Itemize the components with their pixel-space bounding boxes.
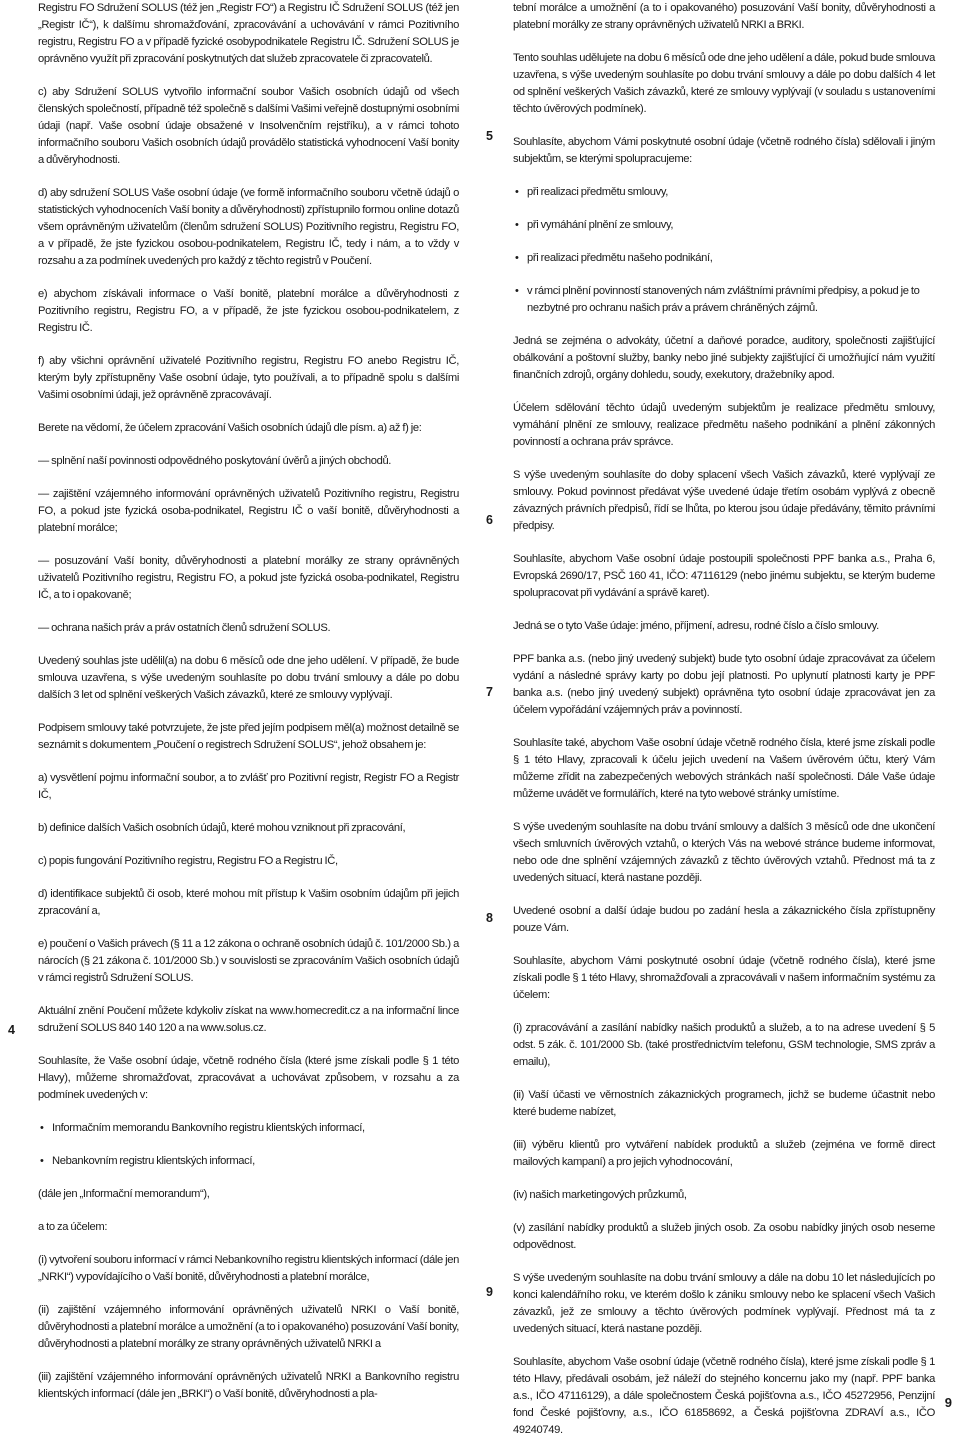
section-5-intro: Souhlasíte, abychom Vámi poskytnuté osobní údaje (včetně rodného čísla) sdělovali i jiným subjektům, se kterými spolupracujeme: [513,136,935,165]
list-item: (i) zpracovávání a zasílání nabídky našich produktů a služeb, a to na adrese uvedení § 5 odst. 5 zák. č. 101/2000 Sb. (také prostřednictvím telefonu, GSM technologie, SMS zpráv a emailu), [513,1022,935,1068]
paragraph: e) abychom získávali informace o Vaší bonitě, platební morálce a důvěryhodnosti z Pozitivního registru, Registru FO, a v případě, že jste fyzickou osobou-podnikatelem, z Registru IČ. [38,288,459,334]
list-item: a) vysvětlení pojmu informační soubor, a to zvlášť pro Pozitivní registr, Registr FO a Registr IČ, [38,772,459,801]
list-item: b) definice dalších Vašich osobních údajů, které mohou vzniknout při zpracování, [38,822,406,834]
bullet-list [38,1120,459,1170]
dash-item: — splnění naší povinnosti odpovědného poskytování úvěrů a jiných obchodů. [38,455,392,467]
paragraph: Aktuální znění Poučení můžete kdykoliv získat na www.homecredit.cz a na informační lince sdružení SOLUS 840 140 120 a na www.solus.cz. [38,1005,459,1034]
list-item: (iv) našich marketingových průzkumů, [513,1189,687,1201]
paragraph: Registru FO Sdružení SOLUS (též jen „Registr FO“) a Registru IČ Sdružení SOLUS (též jen „Registr IČ“), k dalšímu shromažďování, zpracovávání a uchovávání v rámci Pozitivního registru, Registru FO a v případě fyzické osobypodnikatele Registru IČ. Sdružení SOLUS je oprávněno využít při zpracování poskytnutých dat služeb zpracovatele či zpracovatelů. [38,2,459,65]
right-column [513,0,935,1455]
paragraph: Uvedené osobní a další údaje budou po zadání hesla a zákaznického čísla zpřístupněny pouze Vám. [513,905,935,934]
paragraph: d) aby sdružení SOLUS Vaše osobní údaje (ve formě informačního souboru včetně údajů o statistických vyhodnoceních Vaší bonity a důvěryhodnosti) zpřístupnilo formou online dotazů všem oprávněným uživatelům (členům sdružení SOLUS) Pozitivního registru, Registru FO, a v případě, že jste fyzickou osobou-podnikatelem, Registru IČ, tedy i nám, a to vždy v rozsahu a za podmínek uvedených pro každý z těchto registrů v Poučení. [38,187,459,267]
paragraph: PPF banka a.s. (nebo jiný uvedený subjekt) bude tyto osobní údaje zpracovávat za účelem vydání a následné správy karty po dobu její platnosti. Po uplynutí platnosti karty je PPF banka a.s. (nebo jiný uvedený subjekt) oprávněna tyto osobní údaje zpracovávat jen za účelem vypořádání vzájemných práv a povinností. [513,653,935,716]
paragraph: (dále jen „Informační memorandum“), [38,1188,210,1200]
paragraph: Berete na vědomí, že účelem zpracování Vašich osobních údajů dle písm. a) až f) je: [38,422,422,434]
bullet-list [513,184,935,317]
section-number: 8 [486,911,493,925]
paragraph: Podpisem smlouvy také potvrzujete, že jste před jejím podpisem měl(a) možnost detailně se seznámit s dokumentem „Poučení o registrech Sdružení SOLUS“, jehož obsahem je: [38,722,459,751]
dash-item: — ochrana našich práv a práv ostatních členů sdružení SOLUS. [38,622,331,634]
section-7-intro: Souhlasíte také, abychom Vaše osobní údaje včetně rodného čísla, které jsme získali podle § 1 této Hlavy, zpracovali k účelu jejich uvedení na Vašem úvěrovém účtu, který Vám můžeme zřídit na zabezpečených webových stránkách naší společnosti. Dále Vaše údaje můžeme uvádět ve formulářích, které na tyto webové stránky umístíme. [513,737,935,800]
page-number: 9 [944,1395,952,1410]
section-9-intro: Souhlasíte, abychom Vaše osobní údaje (včetně rodného čísla), které jsme získali podle § 1 této Hlavy, předávali osobám, jež náleží do stejného koncernu jako my (např. PPF banka a.s., IČO 47116129), a dále společnostem Česká pojišťovna a.s., IČO 45272956, Penzijní fond České pojišťovny, a.s., IČO 61858692, a Česká pojišťovna ZDRAVÍ a.s., IČO 49240749. [513,1356,935,1436]
list-item: (v) zasílání nabídky produktů a služeb jiných osob. Za osobu nabídky jiných osob neseme odpovědnost. [513,1222,935,1251]
paragraph: Tento souhlas udělujete na dobu 6 měsíců ode dne jeho udělení a dále, pokud bude smlouva uzavřena, s výše uvedeným souhlasíte po dobu trvání smlouvy a dále po dobu dalších 4 let od splnění veškerých Vašich závazků, které ze smlouvy vyplývají (v souladu s ustanoveními těchto úvěrových podmínek). [513,52,935,115]
section-8-intro: Souhlasíte, abychom Vámi poskytnuté osobní údaje (včetně rodného čísla), které jsme získali podle § 1 této Hlavy, shromažďovali a zpracovávali v našem informačním systému za účelem: [513,955,935,1001]
list-item: (ii) Vaší účasti ve věrnostních zákaznických programech, jichž se budeme účastnit nebo které budeme nabízet, [513,1089,935,1118]
paragraph: c) aby Sdružení SOLUS vytvořilo informační soubor Vašich osobních údajů od všech členských společností, případně též společně s dalšími Vašimi veřejně dostupnými osobními údaji (např. Vaše osobní údaje obsažené v Insolvenčním rejstříku), a v rámci tohoto informačního souboru Vašich osobních údajů provádělo statistická vyhodnocení Vaší bonity a důvěryhodnosti. [38,86,459,166]
dash-item: — posuzování Vaší bonity, důvěryhodnosti a platební morálky ze strany oprávněných uživatelů Pozitivního registru, Registru FO, a pokud jste fyzická osoba-podnikatel, Registru IČ, a to i opakovaně; [38,555,459,601]
list-item: c) popis fungování Pozitivního registru, Registru FO a Registru IČ, [38,855,338,867]
paragraph: S výše uvedeným souhlasíte na dobu trvání smlouvy a dalších 3 měsíců ode dne ukončení všech smluvních úvěrových vztahů, o kterých Vás na webové stránce budeme informovat, nebo ode dne splnění vzájemných závazků z těchto úvěrových vztahů. Přednost má ta z uvedených situací, která nastane později. [513,821,935,884]
section-number: 5 [486,129,493,143]
list-item: (iii) zajištění vzájemného informování oprávněných uživatelů NRKI a Bankovního registru klientských informací (dále jen „BRKI“) o Vaší bonitě, důvěryhodnosti a pla- [38,1371,459,1400]
list-item: • při vymáhání plnění ze smlouvy, [513,217,935,234]
paragraph: Jedná se o tyto Vaše údaje: jméno, příjmení, adresu, rodné číslo a číslo smlouvy. [513,620,879,632]
list-item: e) poučení o Vašich právech (§ 11 a 12 zákona o ochraně osobních údajů č. 101/2000 Sb.) a nárocích (§ 21 zákona č. 101/2000 Sb.) v souvislosti se zpracováním Vašich osobních údajů v rámci registrů Sdružení SOLUS. [38,938,459,984]
list-item: • Informačním memorandu Bankovního registru klientských informací, [38,1120,459,1137]
section-number: 7 [486,685,493,699]
list-item: • při realizaci předmětu našeho podnikání, [513,250,935,267]
paragraph: Uvedený souhlas jste udělil(a) na dobu 6 měsíců ode dne jeho udělení. V případě, že bude smlouva uzavřena, s výše uvedeným souhlasíte po dobu trvání smlouvy a dále po dobu dalších 3 let od splnění veškerých Vašich závazků, které ze smlouvy vyplývají. [38,655,459,701]
list-item: • Nebankovním registru klientských informací, [38,1153,459,1170]
list-item: (ii) zajištění vzájemného informování oprávněných uživatelů NRKI o Vaší bonitě, důvěryhodnosti a platební morálce a umožnění (a to i opakovaného) posuzování Vaší bonity, důvěryhodnosti a platební morálky ze strany oprávněných uživatelů NRKI a [38,1304,459,1350]
list-item: • při realizaci předmětu smlouvy, [513,184,935,201]
section-number: 9 [486,1285,493,1299]
list-item: d) identifikace subjektů či osob, které mohou mít přístup k Vašim osobním údajům při jejich zpracování a, [38,888,459,917]
list-item: (i) vytvoření souboru informací v rámci Nebankovního registru klientských informací (dále jen „NRKI“) vypovídajícího o Vaší bonitě, důvěryhodnosti a platební morálce, [38,1254,459,1283]
left-column [38,0,459,1419]
section-number: 4 [8,1023,15,1037]
paragraph: a to za účelem: [38,1221,108,1233]
paragraph: S výše uvedeným souhlasíte na dobu trvání smlouvy a dále na dobu 10 let následujících po konci kalendářního roku, ve kterém došlo k zániku smlouvy nebo ke splacení všech Vašich závazků, jež ze smlouvy a těchto úvěrových podmínek vyplývají. Přednost má ta z uvedených situací, která nastane později. [513,1272,935,1335]
paragraph: tební morálce a umožnění (a to i opakovaného) posuzování Vaší bonity, důvěryhodnosti a platební morálky ze strany oprávněných uživatelů NRKI a BRKI. [513,2,935,31]
paragraph: S výše uvedeným souhlasíte do doby splacení všech Vašich závazků, které vyplývají ze smlouvy. Pokud povinnost předávat výše uvedené údaje třetím osobám vyplývá z obecně závazných právních předpisů, řídí se lhůta, po kterou jsou údaje předávány, těmito právními předpisy. [513,469,935,532]
paragraph: f) aby všichni oprávnění uživatelé Pozitivního registru, Registru FO anebo Registru IČ, kterým byly zpřístupněny Vaše osobní údaje, tyto používali, a to případně spolu s dalšími Vašimi osobními údaji, jež oprávněně zpracovávají. [38,355,459,401]
paragraph: Jedná se zejména o advokáty, účetní a daňové poradce, auditory, společnosti zajišťující obálkování a poštovní služby, banky nebo jiné subjekty zajišťující či umožňující nám využití finančních zdrojů, orgány dohledu, soudy, exekutory, dražebníky apod. [513,335,935,381]
section-4-intro: Souhlasíte, že Vaše osobní údaje, včetně rodného čísla (které jsme získali podle § 1 této Hlavy), můžeme shromažďovat, zpracovávat a uchovávat způsobem, v rozsahu a za podmínek uvedených v: [38,1055,459,1101]
list-item: (iii) výběru klientů pro vytváření nabídek produktů a služeb (zejména ve formě direct mailových kampaní) a pro jejich vyhodnocování, [513,1139,935,1168]
paragraph: Účelem sdělování těchto údajů uvedeným subjektům je realizace předmětu smlouvy, vymáhání plnění ze smlouvy, realizace předmětu našeho podnikání a plnění zákonných povinností a ochrana práv správce. [513,402,935,448]
list-item: • v rámci plnění povinností stanovených nám zvláštními právními předpisy, a pokud je to nezbytné pro ochranu našich práv a právem chráněných zájmů. [513,283,935,317]
section-number: 6 [486,513,493,527]
section-6-intro: Souhlasíte, abychom Vaše osobní údaje postoupili společnosti PPF banka a.s., Praha 6, Evropská 2690/17, PSČ 160 41, IČO: 47116129 (nebo jinému subjektu, se kterým budeme spolupracovat při vydávání a správě karet). [513,553,935,599]
dash-item: — zajištění vzájemného informování oprávněných uživatelů Pozitivního registru, Registru FO, a pokud jste fyzická osoba-podnikatel, Registru IČ o vaší bonitě, důvěryhodnosti a platební morálce; [38,488,459,534]
